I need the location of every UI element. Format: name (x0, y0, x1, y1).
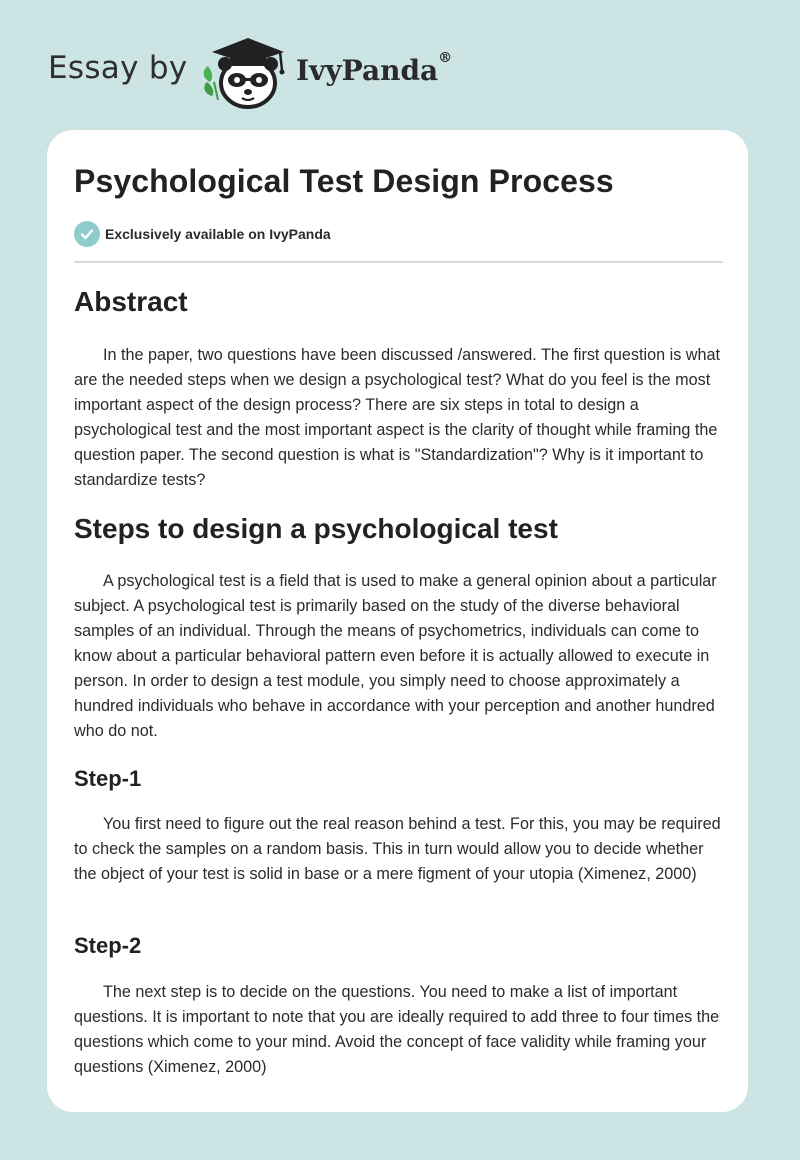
section-heading-step-1: Step-1 (74, 766, 142, 791)
section-paragraph-step-2: The next step is to decide on the questions. You need to make a list of important questions. It is important to note that you are ideally required to add three to four times the questions which come to your mind. Avoid the concept of face validity while framing your questions (Ximenez, 2000) (74, 983, 720, 1076)
title-divider (74, 261, 723, 263)
section-paragraph-abstract: In the paper, two questions have been discussed /answered. The first question is what are the needed steps when we design a psychological test? What do you feel is the most important aspect of the design process? There are six steps in total to design a psychological test and the most important aspect is the clarity of thought while framing the question paper. The second question is what is "Standardization"? Why is it important to standardize tests? (74, 346, 720, 489)
essay-by-label: Essay by (48, 50, 188, 86)
registered-mark: ® (438, 50, 453, 66)
brand-name[interactable] (296, 50, 453, 87)
panda-logo-icon[interactable] (200, 34, 300, 110)
check-icon (74, 221, 100, 247)
section-heading-steps: Steps to design a psychological test (74, 513, 558, 544)
exclusive-label: Exclusively available on IvyPanda (105, 226, 331, 242)
article-card (47, 130, 748, 1112)
site-header (0, 0, 800, 130)
section-heading-step-2: Step-2 (74, 933, 142, 958)
section-paragraph-steps: A psychological test is a field that is used to make a general opinion about a particular subject. A psychological test is primarily based on the study of the diverse behavioral samples of an individual. Through the means of psychometrics, individuals can come to know about a particular behavioral pattern even before it is actually allowed to execute in person. In order to design a test module, you simply need to choose approximately a hundred individuals who behave in accordance with your perception and another hundred who do not. (74, 572, 717, 740)
page-title: Psychological Test Design Process (74, 163, 614, 199)
section-heading-abstract: Abstract (74, 286, 188, 317)
brand-label: IvyPanda (296, 54, 439, 87)
exclusive-badge (74, 221, 331, 247)
section-paragraph-step-1: You first need to figure out the real reason behind a test. For this, you may be required to check the samples on a random basis. This in turn would allow you to decide whether the object of your test is solid in base or a mere figment of your utopia (Ximenez, 2000) (74, 815, 721, 883)
